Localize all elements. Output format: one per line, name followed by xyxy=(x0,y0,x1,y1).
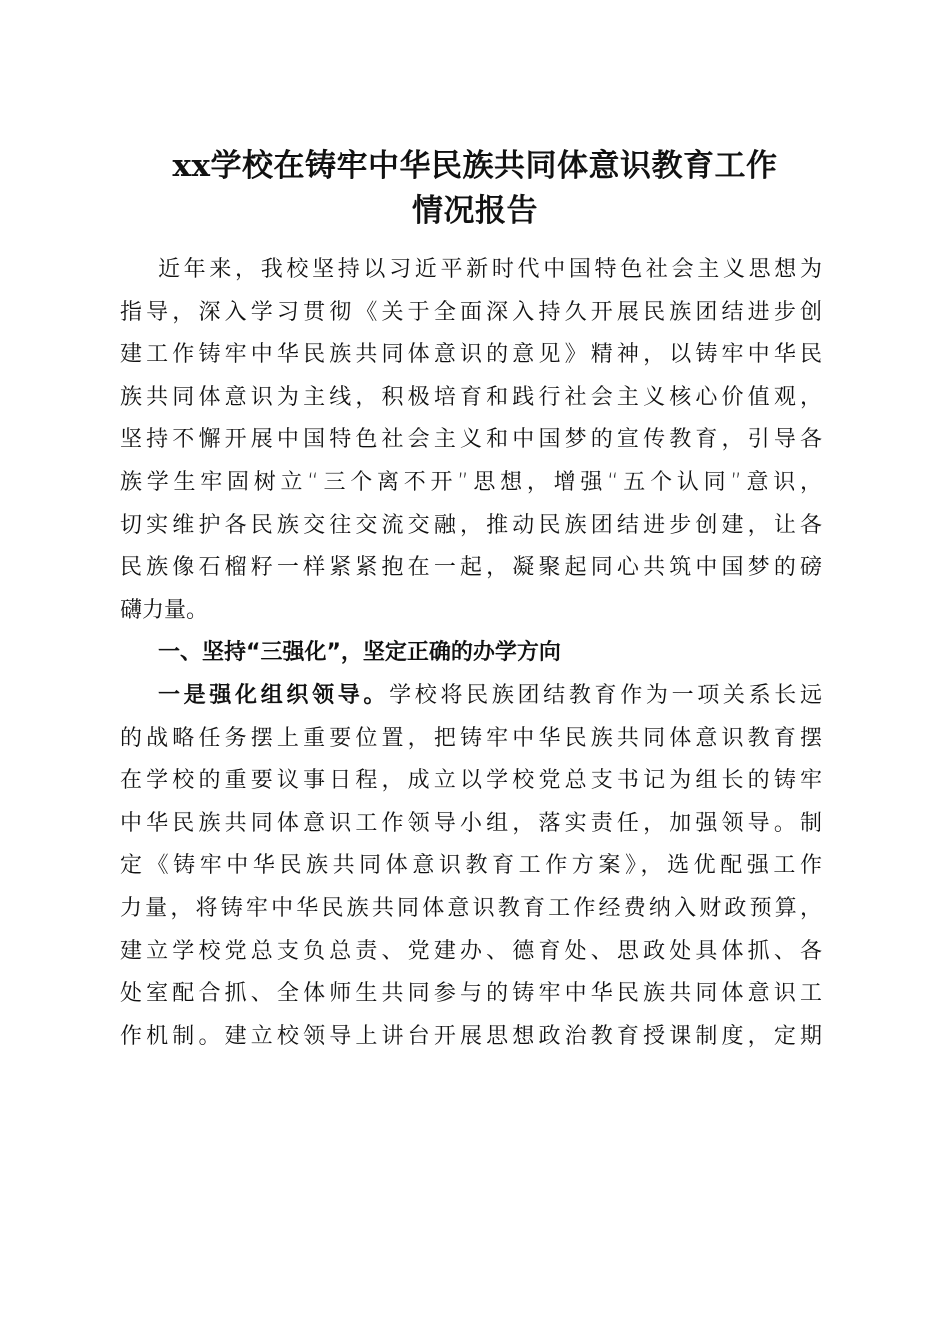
section1-paragraph-line: 作机制。建立校领导上讲台开展思想政治教育授课制度，定期 xyxy=(120,1023,822,1049)
intro-paragraph-line: 指导，深入学习贯彻《关于全面深入持久开展民族团结进步创 xyxy=(120,299,822,325)
section1-paragraph-line: 中华民族共同体意识工作领导小组，落实责任，加强领导。制 xyxy=(120,810,822,836)
section-heading: 一、坚持“三强化”，坚定正确的办学方向 xyxy=(158,640,561,666)
document-body xyxy=(120,249,822,1058)
intro-paragraph-line: 近年来，我校坚持以习近平新时代中国特色社会主义思想为 xyxy=(158,257,822,282)
section1-paragraph-line: 在学校的重要议事日程，成立以学校党总支书记为组长的铸牢 xyxy=(120,768,822,794)
section1-paragraph-line: 力量，将铸牢中华民族共同体意识教育工作经费纳入财政预算， xyxy=(120,895,822,921)
intro-paragraph-line: 切实维护各民族交往交流交融，推动民族团结进步创建，让各 xyxy=(120,512,822,538)
section1-paragraph-line: 的战略任务摆上重要位置，把铸牢中华民族共同体意识教育摆 xyxy=(120,725,822,751)
intro-paragraph-line: 坚持不懈开展中国特色社会主义和中国梦的宣传教育，引导各 xyxy=(120,427,822,453)
document-title-line-1: xx学校在铸牢中华民族共同体意识教育工作 xyxy=(172,148,778,184)
paragraph-lead-phrase: 一是强化组织领导。 xyxy=(158,682,390,708)
section1-paragraph-line: 建立学校党总支负总责、党建办、德育处、思政处具体抓、各 xyxy=(120,938,822,964)
section1-paragraph-line: 定《铸牢中华民族共同体意识教育工作方案》，选优配强工作 xyxy=(120,853,822,879)
section1-paragraph-line: 处室配合抓、全体师生共同参与的铸牢中华民族共同体意识工 xyxy=(120,981,822,1007)
intro-paragraph-line: 民族像石榴籽一样紧紧抱在一起，凝聚起同心共筑中国梦的磅 xyxy=(120,555,822,581)
intro-paragraph-line: 建工作铸牢中华民族共同体意识的意见》精神，以铸牢中华民 xyxy=(120,342,822,368)
intro-paragraph-line: 族学生牢固树立“三个离不开”思想，增强“五个认同”意识， xyxy=(120,469,822,495)
paragraph-text: 学校将民族团结教育作为一项关系长远 xyxy=(389,682,822,708)
intro-paragraph-line: 族共同体意识为主线，积极培育和践行社会主义核心价值观， xyxy=(120,384,822,410)
intro-paragraph-line: 礴力量。 xyxy=(120,597,209,623)
section1-paragraph-line xyxy=(120,675,822,718)
document-title-line-2: 情况报告 xyxy=(412,193,538,229)
